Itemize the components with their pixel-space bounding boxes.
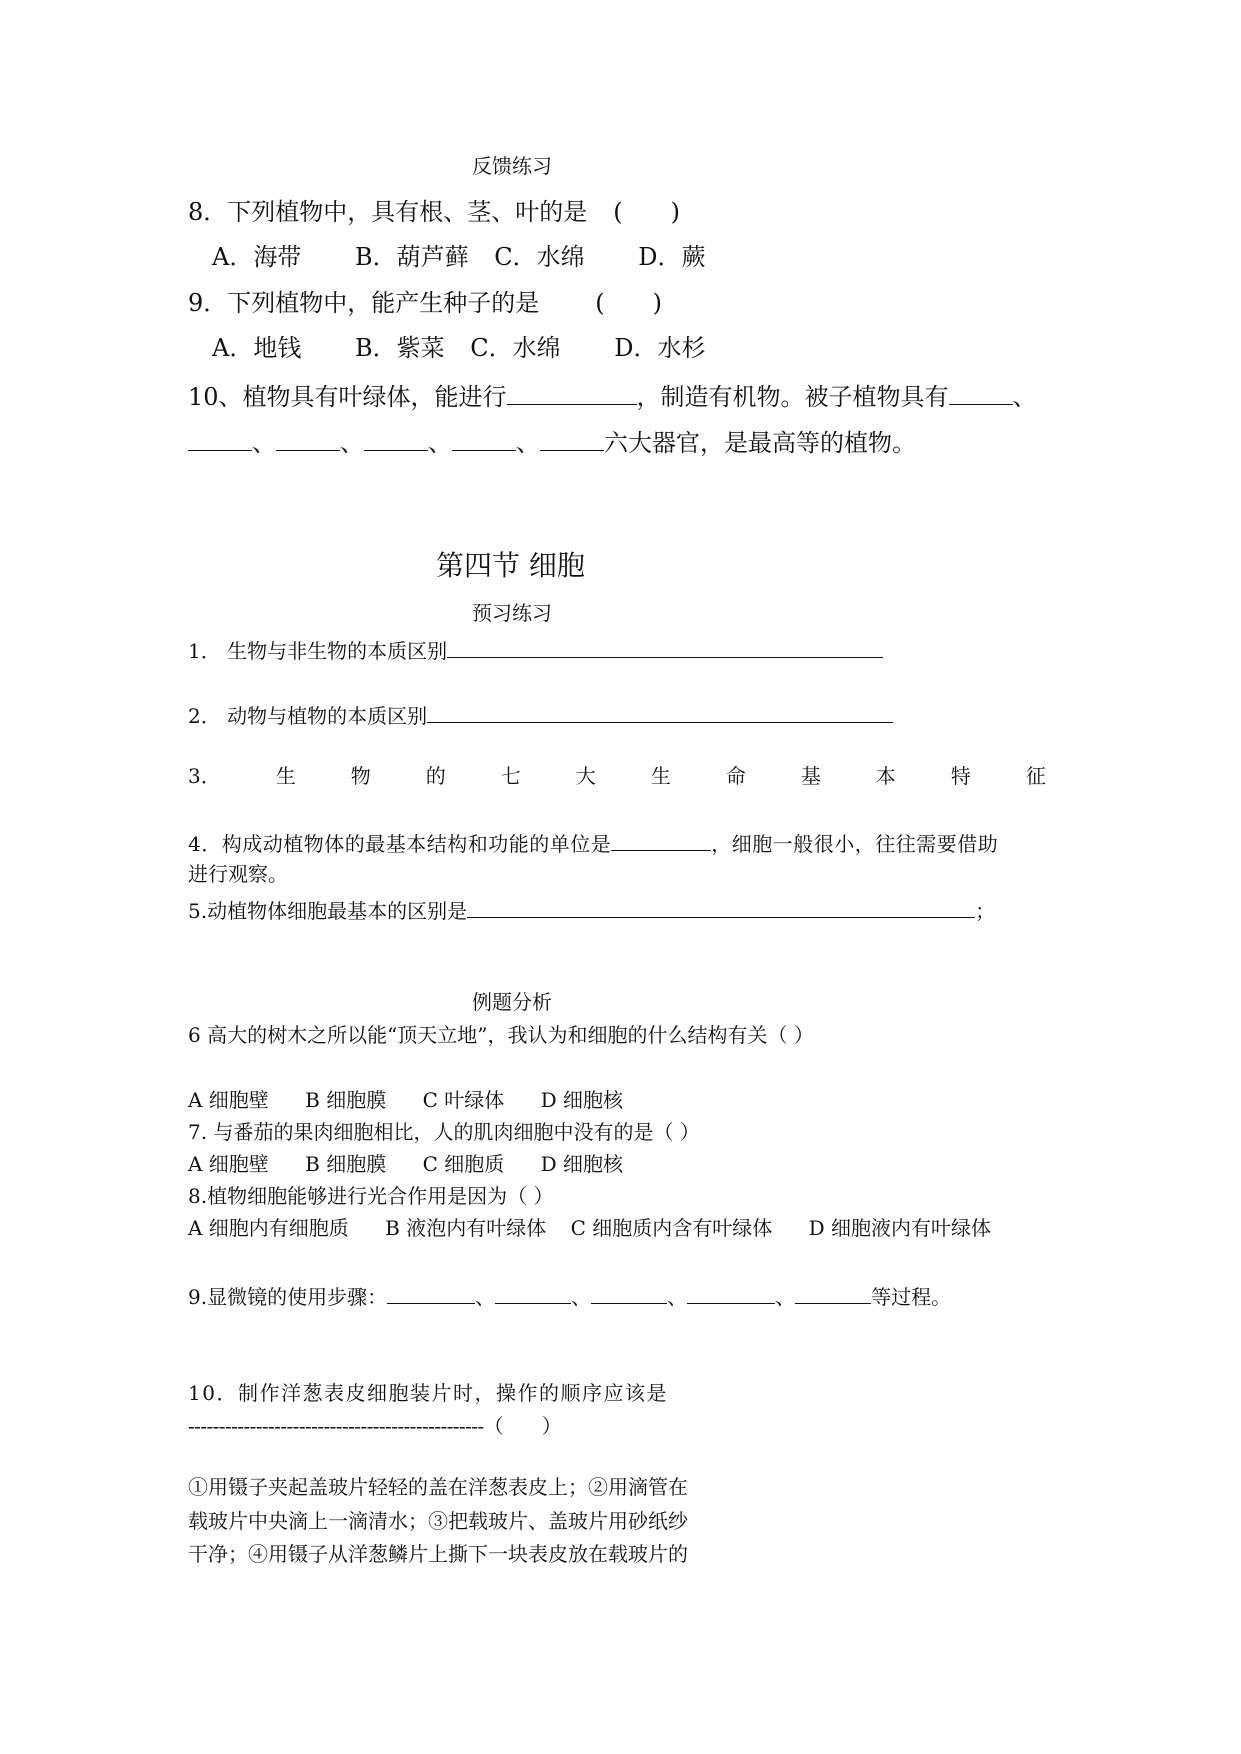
option-a: A．地钱 [212,334,302,362]
option-c: C 细胞质 [422,1152,505,1176]
spaced-char: 生 [650,764,671,788]
feedback-q9-text: 9．下列植物中，能产生种子的是 [188,289,540,317]
example-q6-options [188,1090,623,1110]
preview-q5-text: 5.动植物体细胞最基本的区别是 [188,899,468,923]
option-c: C．水绵 [470,334,561,362]
answer-blank[interactable] [949,382,1013,405]
option-c: C 叶绿体 [422,1088,505,1112]
option-d: D 细胞液内有叶绿体 [808,1216,992,1240]
preview-q2 [188,702,893,726]
spaced-char: 基 [800,764,821,788]
feedback-q9-paren: ( ) [595,289,663,317]
answer-blank[interactable] [611,830,711,851]
feedback-q9 [188,291,662,315]
option-a: A 细胞内有细胞质 [188,1216,349,1240]
example-q8-options [188,1218,991,1238]
spaced-char: 特 [950,764,971,788]
separator: 、 [340,429,364,457]
answer-blank[interactable] [364,428,428,451]
q10-text-c: 六大器官，是最高等的植物。 [604,429,916,457]
spaced-char: 七 [500,764,521,788]
preview-q4-line2: 进行观察。 [188,862,288,886]
spaced-char: 本 [875,764,896,788]
separator: 、 [1012,383,1037,411]
example-q9-label: 9.显微镜的使用步骤： [188,1285,388,1309]
option-c: C．水绵 [494,243,585,271]
separator: 、 [428,429,452,457]
q10-text-b: ，制造有机物。被子植物具有 [636,383,949,411]
example-q10-line1: 10．制作洋葱表皮细胞装片时，操作的顺序应该是 [188,1381,668,1405]
spaced-char: 命 [725,764,746,788]
preview-q3 [188,766,1046,786]
example-q10-body-2: 载玻片中央滴上一滴清水；③把载玻片、盖玻片用砂纸纱 [188,1509,688,1533]
example-q6: 6 高大的树木之所以能“顶天立地”，我认为和细胞的什么结构有关（ ） [188,1023,814,1047]
option-a: A 细胞壁 [188,1088,269,1112]
spaced-char: 生 [275,764,296,788]
spaced-char: 征 [1025,764,1046,788]
answer-blank[interactable] [591,1283,667,1304]
separator: 、 [475,1285,496,1309]
separator: 、 [516,429,540,457]
section-title: 第四节 细胞 [436,549,585,582]
option-b: B 细胞膜 [305,1088,387,1112]
option-b: B 液泡内有叶绿体 [385,1216,547,1240]
preview-q4-text-a: 4．构成动植物体的最基本结构和功能的单位是 [188,832,612,856]
answer-blank[interactable] [467,897,975,918]
separator: 、 [571,1285,592,1309]
feedback-q8-text: 8．下列植物中，具有根、茎、叶的是 [188,198,588,226]
option-b: B．紫菜 [354,334,445,362]
answer-blank[interactable] [540,428,604,451]
answer-blank[interactable] [188,428,252,451]
option-b: B．葫芦藓 [354,243,469,271]
example-q7: 7. 与番茄的果肉细胞相比，人的肌肉细胞中没有的是（ ） [188,1120,700,1144]
option-a: A．海带 [212,243,302,271]
answer-blank[interactable] [687,1283,775,1304]
feedback-q8 [188,200,680,224]
example-q9-end: 等过程。 [871,1285,952,1309]
answer-blank[interactable] [427,702,893,723]
example-q10-body-3: 干净；④用镊子从洋葱鳞片上撕下一块表皮放在载玻片的 [188,1542,688,1566]
answer-blank[interactable] [495,1283,571,1304]
separator: 、 [775,1285,796,1309]
preview-q3-num: 3． [188,764,221,788]
answer-blank[interactable] [447,637,883,658]
preview-q5 [188,897,995,921]
spaced-char: 的 [425,764,446,788]
answer-blank[interactable] [795,1283,871,1304]
examples-heading: 例题分析 [472,990,552,1014]
preview-heading: 预习练习 [472,601,552,625]
answer-blank[interactable] [387,1283,475,1304]
feedback-q10-line1 [188,382,1037,409]
preview-q4-text-b: ，细胞一般很小，往往需要借助 [711,832,999,856]
option-a: A 细胞壁 [188,1152,269,1176]
option-d: D 细胞核 [540,1088,624,1112]
example-q10-body-1: ①用镊子夹起盖玻片轻轻的盖在洋葱表皮上；②用滴管在 [188,1475,688,1499]
q10-text-a: 10、植物具有叶绿体，能进行 [188,383,507,411]
example-q7-options [188,1154,623,1174]
preview-q4-line1 [188,830,998,854]
preview-q2-text: 2． 动物与植物的本质区别 [188,704,428,728]
answer-blank[interactable] [507,382,637,405]
answer-blank[interactable] [452,428,516,451]
preview-q1-text: 1． 生物与非生物的本质区别 [188,639,448,663]
feedback-q10-line2 [188,428,916,455]
example-q8: 8.植物细胞能够进行光合作用是因为（ ） [188,1184,554,1208]
example-q9 [188,1283,951,1307]
feedback-q8-options [212,245,706,269]
spaced-char: 物 [350,764,371,788]
option-d: D 细胞核 [540,1152,624,1176]
preview-q1 [188,637,883,661]
feedback-q8-paren: ( ) [613,198,681,226]
answer-blank[interactable] [276,428,340,451]
feedback-q9-options [212,336,706,360]
example-q10-line2: ------------------------------------------------（ ） [188,1414,562,1438]
option-d: D．蕨 [638,243,706,271]
feedback-heading: 反馈练习 [472,154,552,178]
option-b: B 细胞膜 [305,1152,387,1176]
separator: 、 [667,1285,688,1309]
spaced-char: 大 [575,764,596,788]
option-d: D．水杉 [614,334,706,362]
option-c: C 细胞质内含有叶绿体 [570,1216,773,1240]
preview-q5-end: ； [975,899,996,923]
separator: 、 [252,429,276,457]
